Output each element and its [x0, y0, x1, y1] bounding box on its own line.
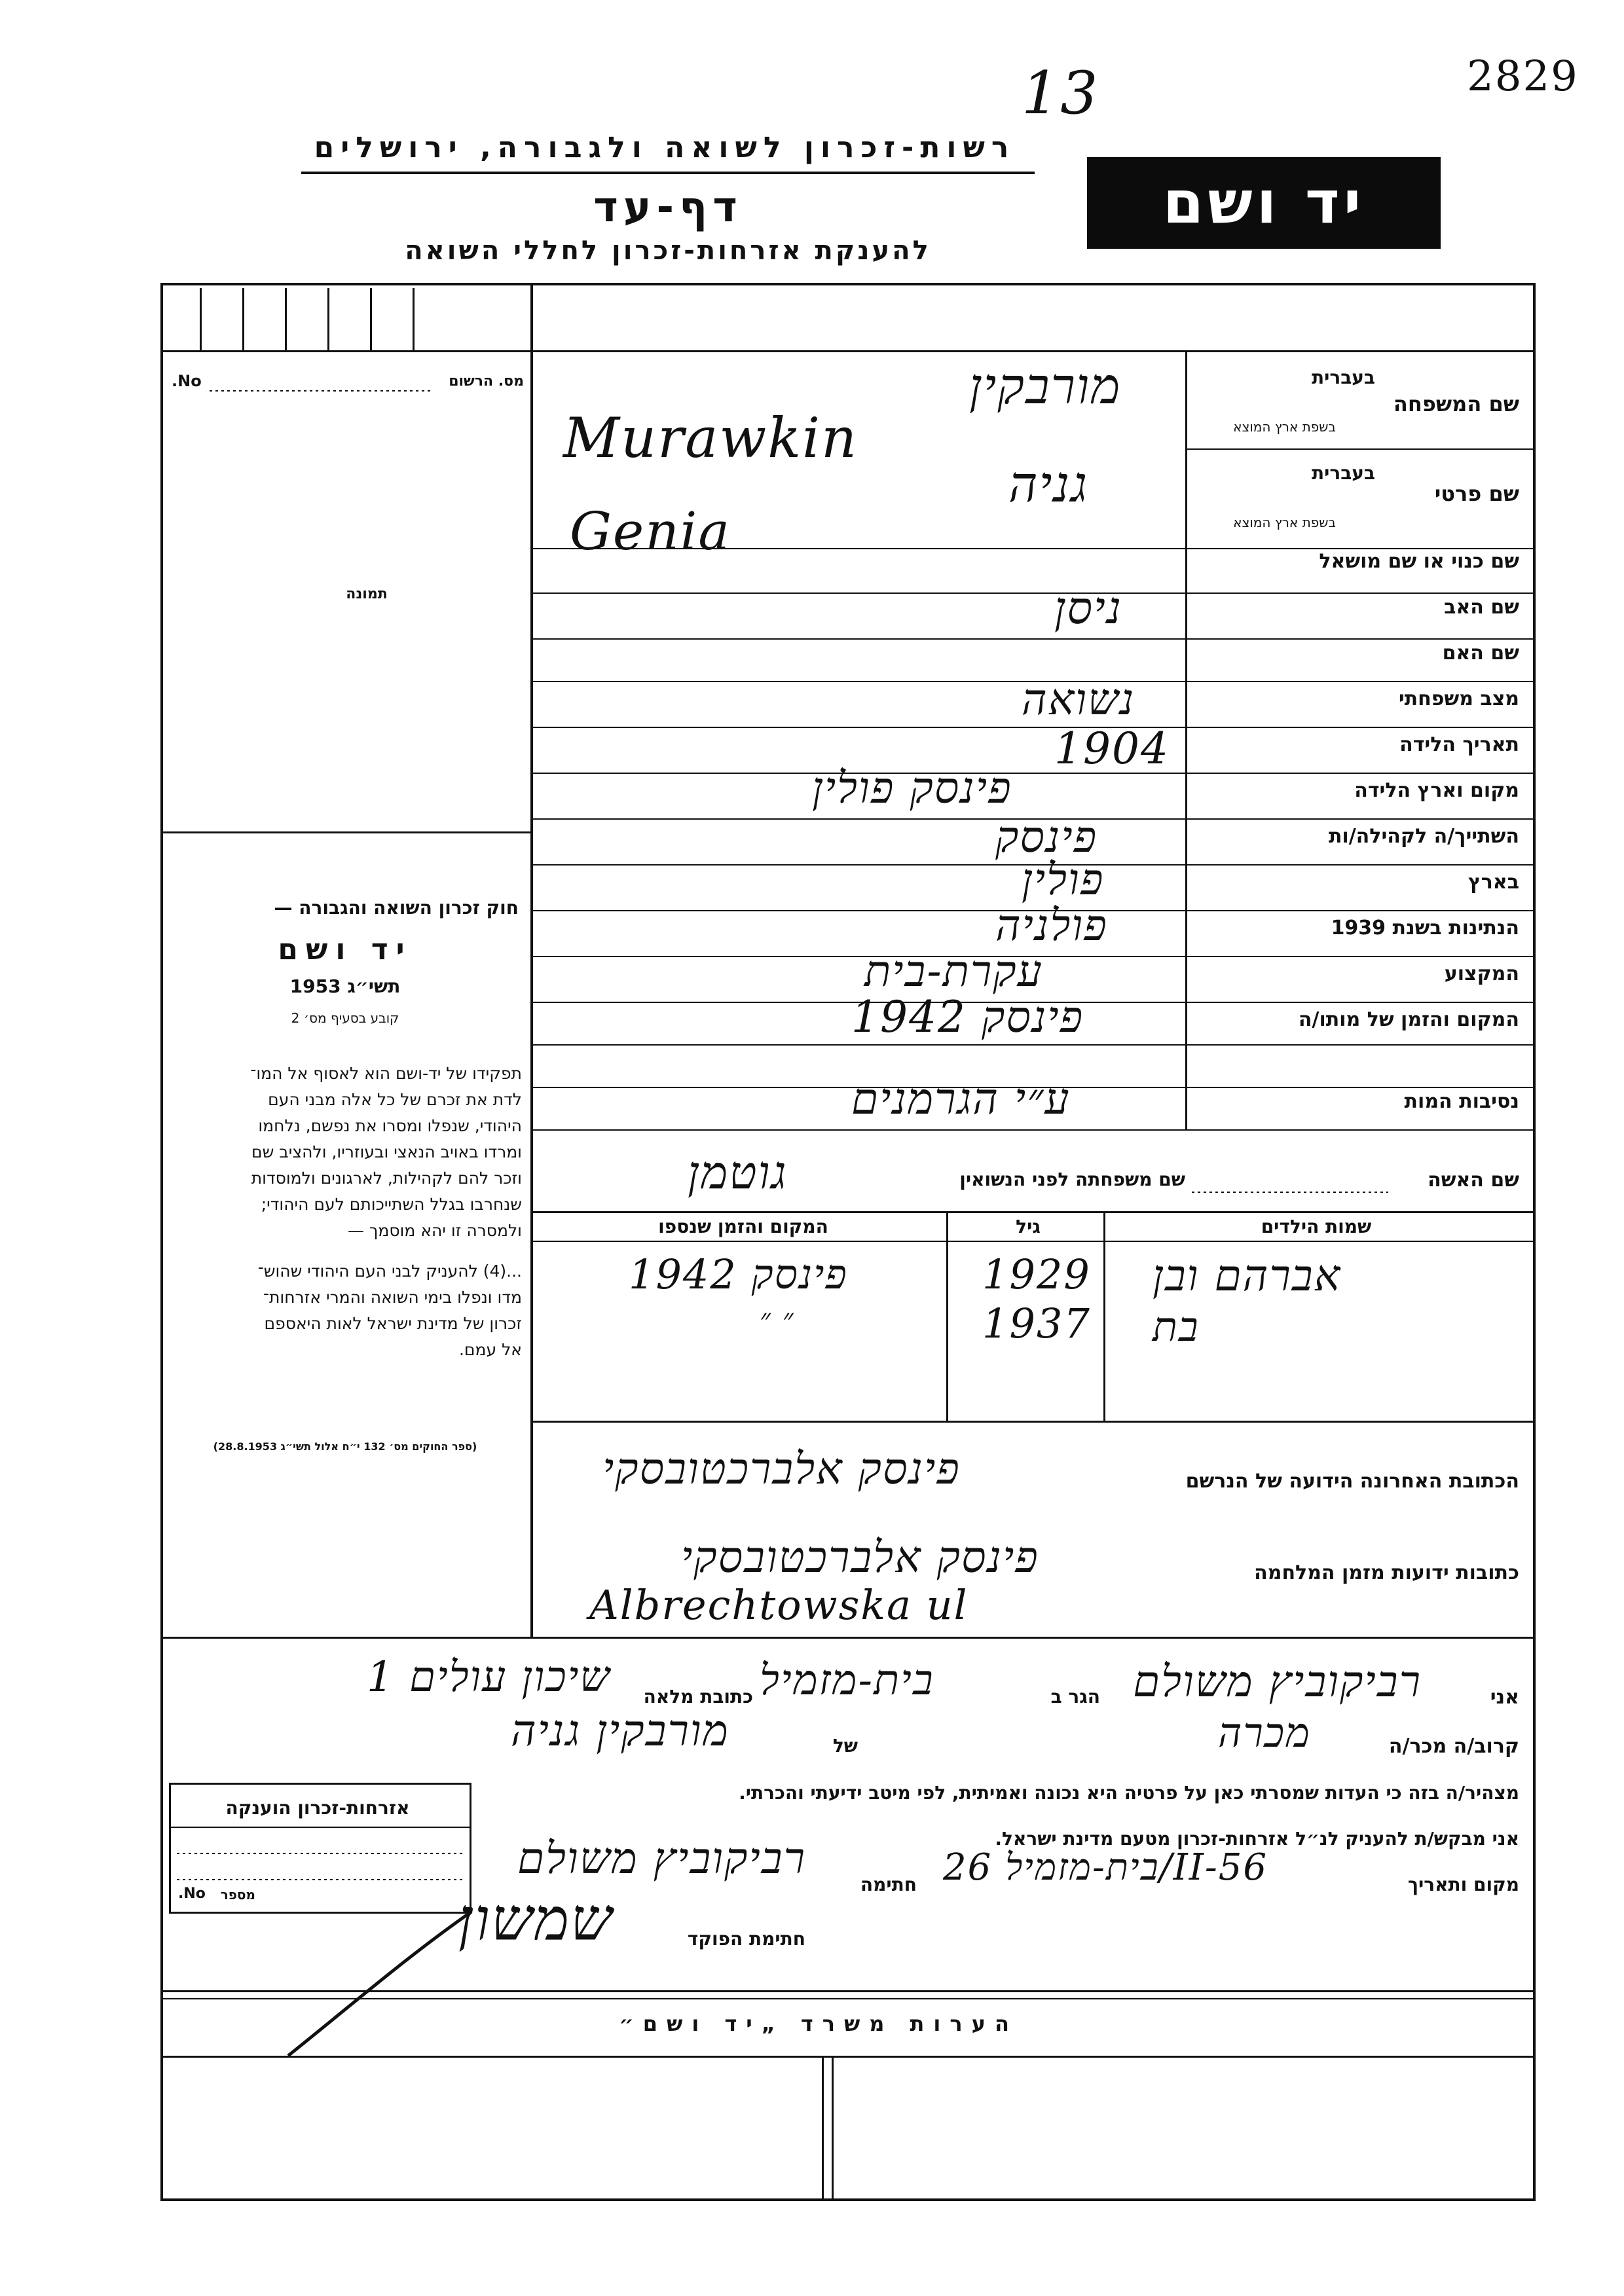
children-col-divider-2: [946, 1211, 948, 1421]
surname-hebrew-label: בעברית: [1311, 367, 1375, 388]
law-text-line: מדו ונפלו בימי השואה והמרי אזרחות־: [263, 1288, 522, 1307]
citizenship-value: פולניה: [995, 900, 1108, 951]
law-text-line: תפקידו של יד-ושם הוא לאסוף אל המו־: [250, 1064, 522, 1083]
death-circumstances-label: נסיבות המות: [1404, 1090, 1519, 1113]
notes-top-2: [160, 1998, 1536, 1999]
citizenship-box-dotline-2: [177, 1879, 465, 1880]
org-underline: [301, 172, 1035, 174]
father-label: שם האב: [1444, 596, 1519, 619]
profession-label: המקצוע: [1444, 962, 1519, 985]
full-address-value: שיכון עולים 1: [367, 1653, 611, 1702]
citizenship-label: הנתינות בשנת 1939: [1331, 917, 1519, 939]
nickname-label: שם כנוי או שם מושאל: [1319, 550, 1519, 573]
child-place-2: ״ ״: [760, 1303, 795, 1336]
of-label: של: [832, 1735, 858, 1757]
official-signature-label: חתימת הפוקד: [687, 1928, 805, 1950]
law-text-line: לדת את זכרם של כל אלה מבני העם: [268, 1090, 522, 1109]
maiden-value: גוטמן: [688, 1146, 788, 1199]
birthplace-label: מקום וארץ הלידה: [1354, 779, 1519, 802]
surname-native-label: בשפת ארץ המוצא: [1233, 419, 1336, 435]
wife-label: שם האשה: [1428, 1169, 1519, 1192]
child-age-2: 1937: [982, 1300, 1091, 1347]
place-date-label: מקום ותאריך: [1407, 1874, 1519, 1895]
war-address-latin: Albrechtowska ul: [589, 1581, 969, 1629]
firstname-hebrew-label: בעברית: [1311, 462, 1375, 484]
law-text: [172, 1061, 522, 1363]
death-place-value: פינסק 1942: [851, 992, 1084, 1042]
community-label: השתייך/ה לקהילה/ות: [1328, 825, 1519, 848]
page-number: 2829: [1467, 52, 1579, 101]
children-col-place: המקום והזמן שנספו: [658, 1216, 828, 1237]
declarant-i-value: רביקוביץ משולם: [1133, 1656, 1422, 1707]
surname-label: שם המשפחה: [1393, 392, 1519, 416]
child-place-1: פינסק 1942: [629, 1250, 848, 1298]
yad-vashem-logo: יד ושם: [1087, 157, 1441, 249]
citizenship-box-title: אזרחות-זכרון הוענקה: [225, 1797, 410, 1819]
country-label: בארץ: [1467, 871, 1519, 894]
law-text-line: ולמסרה זו יהא מוסמך —: [348, 1221, 522, 1240]
law-source: (ספר החוקים מס׳ 132 י״ח אלול תשי״ג 28.8.1953): [213, 1440, 477, 1453]
citizenship-box-dotline-1: [177, 1853, 465, 1854]
reg-no-en: No.: [172, 372, 202, 390]
death-place-label: המקום והזמן של מותו/ה: [1298, 1008, 1519, 1031]
notes-title: הערות משרד „יד ושם״: [619, 2011, 1018, 2036]
resides-value: בית-מזמיל: [760, 1656, 934, 1705]
children-col-names: שמות הילדים: [1261, 1216, 1372, 1237]
marital-label: מצב משפחתי: [1398, 687, 1519, 710]
profession-value: עקרת-בית: [864, 946, 1044, 996]
surname-native-value: Murawkin: [563, 406, 858, 470]
child-name-2: בת: [1153, 1303, 1200, 1351]
country-value: פולין: [1022, 854, 1105, 905]
law-text-line: שנחרבו בגלל השתייכותם לעם היהודי;: [261, 1195, 522, 1214]
surname-hebrew-value: מורבקין: [969, 357, 1122, 415]
law-clause: קובע בסעיף מס׳ 2: [291, 1010, 399, 1026]
wife-dotline: [1192, 1192, 1388, 1193]
org-line: רשות-זכרון לשואה ולגבורה, ירושלים: [314, 131, 1016, 164]
citizenship-box-title-rule: [169, 1827, 471, 1828]
firstname-native-value: Genia: [570, 501, 731, 562]
maiden-label: שם משפחתה לפני הנשואין: [959, 1169, 1185, 1190]
mother-label: שם האם: [1442, 642, 1519, 665]
declarant-i-label: אני: [1490, 1686, 1519, 1709]
wife-row-bottom: [533, 1211, 1533, 1213]
firstname-hebrew-value: גניה: [1008, 455, 1089, 513]
birthplace-value: פינסק פולין: [812, 763, 1012, 813]
law-text-line: וזכר להם לקהילות, לארגונים ולמוסדות: [251, 1169, 522, 1188]
child-name-1: אברהם ובן: [1153, 1250, 1342, 1301]
of-value: מורבקין גניה: [511, 1705, 729, 1756]
place-date-value: בית-מזמיל 26/II-56: [943, 1846, 1268, 1889]
digit-boxes: [160, 288, 530, 350]
firstname-label: שם פרטי: [1434, 481, 1519, 506]
full-address-label: כתובת מלאה: [643, 1686, 753, 1707]
citizenship-box-no-en: No.: [178, 1886, 206, 1902]
law-text-line: היהודי, שנפלו ומסרו את נפשם, נלחמו: [258, 1116, 522, 1135]
notes-divider-2: [832, 2056, 834, 2201]
form-title: דף-עד: [593, 183, 743, 232]
handwritten-reference: 13: [1022, 59, 1099, 128]
notes-divider-1: [822, 2056, 824, 2201]
children-table-bottom: [533, 1421, 1533, 1423]
law-text-line: ...(4) להעניק לבני העם היהודי שהוש־: [257, 1262, 522, 1281]
signature-value: רביקוביץ משולם: [517, 1833, 807, 1884]
photo-box-bottom: [160, 831, 530, 833]
signature-label: חתימה: [860, 1874, 917, 1895]
reg-no-label: מס. הרשום: [449, 373, 524, 390]
children-header-bottom: [533, 1241, 1533, 1242]
child-age-1: 1929: [982, 1250, 1091, 1298]
official-signature-stroke: [275, 1899, 485, 2069]
death-circumstances-value: ע״י הגרמנים: [851, 1074, 1071, 1124]
children-col-divider-1: [1103, 1211, 1105, 1421]
law-name: יד ושם: [278, 933, 413, 966]
citizenship-box-no-label: מספר: [220, 1887, 255, 1903]
birthdate-label: תאריך הלידה: [1399, 733, 1519, 756]
address-section-bottom: [160, 1637, 1536, 1639]
form-subtitle: להענקת אזרחות-זכרון לחללי השואה: [405, 236, 931, 266]
law-title: חוק זכרון השואה והגבורה —: [274, 897, 519, 919]
birthdate-value: 1904: [1054, 723, 1170, 774]
request-text: אני מבקש/ת להעניק לנ״ל אזרחות-זכרון מטעם מדינת ישראל.: [995, 1828, 1519, 1850]
reg-no-dotline: [210, 390, 432, 392]
children-col-age: גיל: [1016, 1216, 1041, 1237]
official-signature-value: שמשון: [458, 1886, 614, 1954]
law-text-line: זכרון של מדינת ישראל לאות היאספם: [264, 1314, 522, 1333]
community-value: פינסק: [995, 812, 1098, 862]
photo-label: תמונה: [346, 586, 388, 602]
declare-text: מצהיר/ה בזה כי העדות שמסרתי כאן על פרטיה היא נכונה ואמיתית, לפי מיטב ידיעתי והכרתי.: [739, 1782, 1519, 1804]
war-address-label: כתובות ידועות מזמן המלחמה: [1254, 1561, 1519, 1584]
relation-label: קרוב/ה מכר/ה: [1388, 1735, 1519, 1758]
last-address-value: פינסק אלברכטובסקי: [602, 1444, 961, 1494]
war-address-value: פינסק אלברכטובסקי: [681, 1532, 1039, 1582]
relation-value: מכרה: [1218, 1709, 1311, 1757]
notes-top: [160, 1990, 1536, 1992]
last-address-label: הכתובת האחרונה הידועה של הנרשם: [1185, 1470, 1519, 1493]
firstname-native-label: בשפת ארץ המוצא: [1233, 515, 1336, 530]
law-year: תשי״ג 1953: [289, 975, 401, 997]
law-text-line: אל עמם.: [458, 1340, 522, 1359]
marital-value: נשואה: [1022, 674, 1135, 725]
father-value: ניסן: [1054, 583, 1122, 634]
law-text-line: ומרדו באויב הנאצי ובעוזריו, ולהציב שם: [251, 1142, 522, 1161]
notes-title-rule: [160, 2056, 1536, 2058]
resides-label: הגר ב: [1050, 1686, 1100, 1707]
